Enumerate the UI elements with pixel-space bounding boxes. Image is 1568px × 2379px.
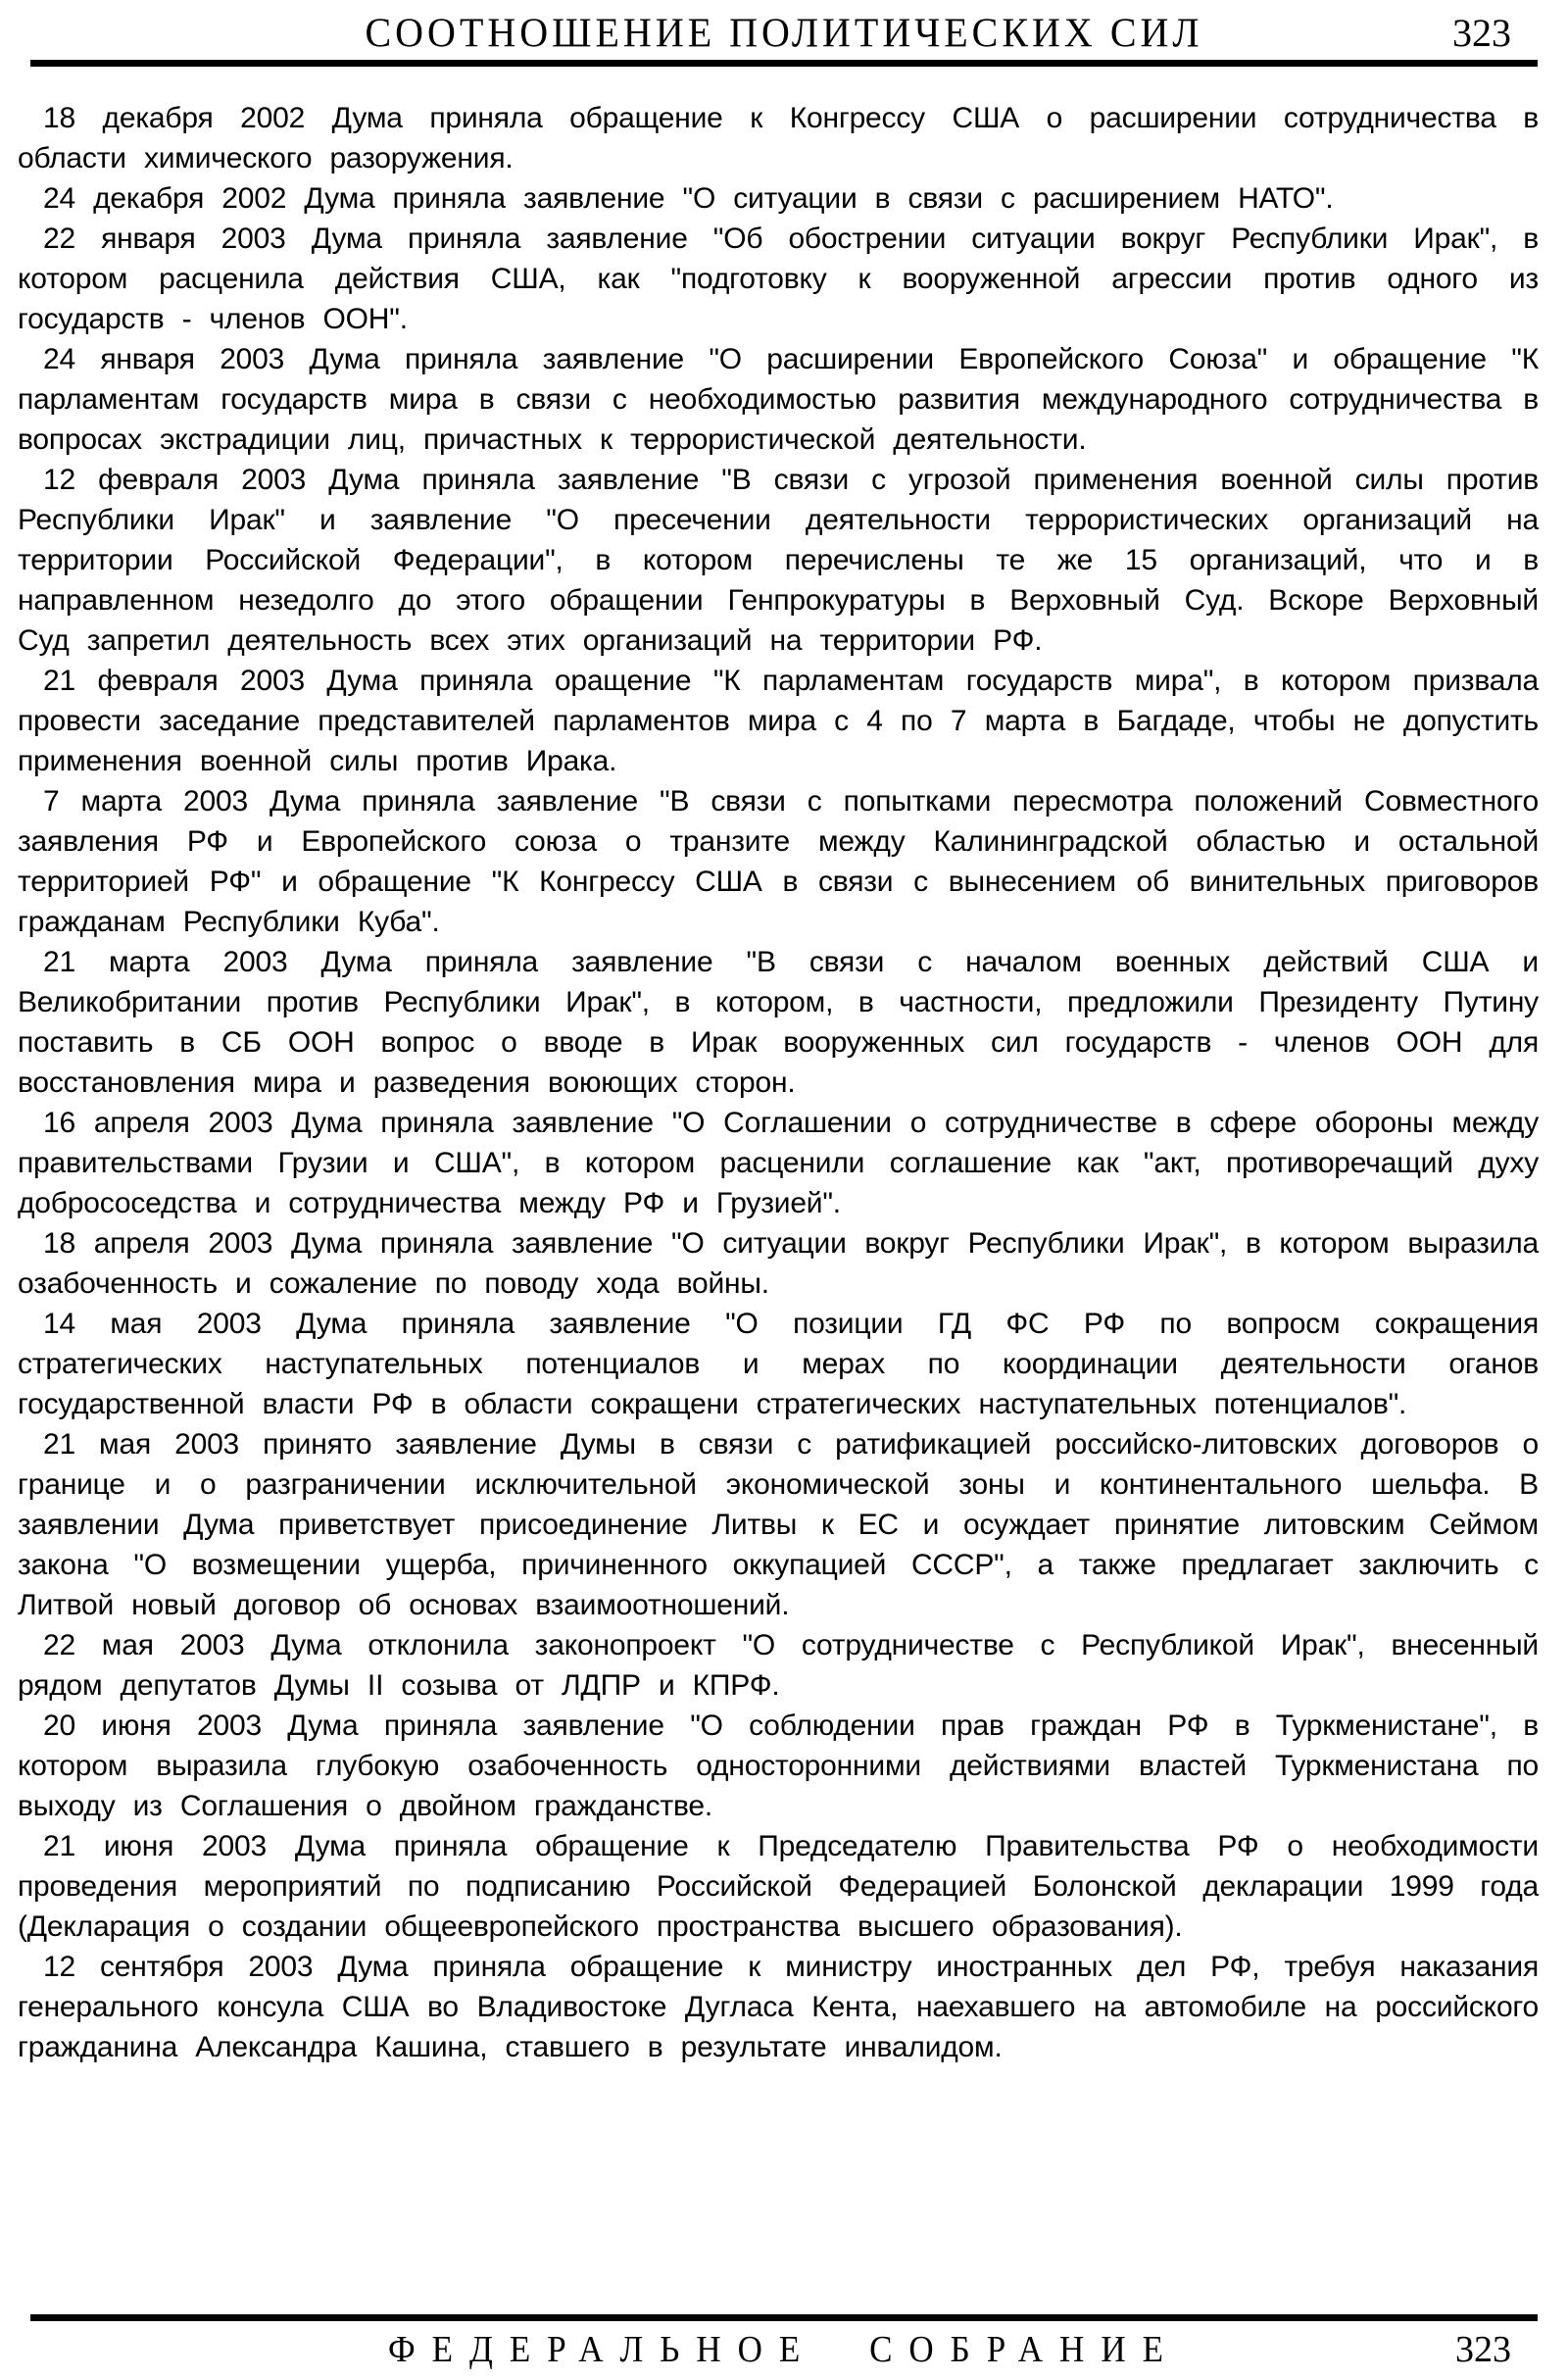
body-paragraph: 21 марта 2003 Дума приняла заявление "В связи с началом военных действий США и Великобритании против Республики Ирак", в котором, в частности, предложили Президенту Путину поставить в СБ ООН вопрос о вводе в Ирак вооруженных сил государств - членов ООН для восстановления мира и разведения воюющих сторон.	[18, 946, 1539, 1099]
body-paragraph: 24 декабря 2002 Дума приняла заявление "О ситуации в связи с расширением НАТО".	[43, 182, 1334, 215]
body-paragraph: 12 сентября 2003 Дума приняла обращение к министру иностранных дел РФ, требуя наказания генерального консула США во Владивостоке Дугласа Кента, наехавшего на автомобиле на российского гражданина Александра Кашина, ставшего в результате инвалидом.	[18, 1951, 1539, 2063]
footer-rule	[30, 2314, 1538, 2321]
body-paragraph: 14 мая 2003 Дума приняла заявление "О позиции ГД ФС РФ по вопросм сокращения стратегических наступательных потенциалов и мерах по координации деятельности оганов государственной власти РФ в области сокращени стратегических наступательных потенциалов".	[18, 1308, 1539, 1420]
footer-page-number: 323	[1455, 2329, 1511, 2370]
body-paragraph: 22 мая 2003 Дума отклонила законопроект "О сотрудничестве с Республикой Ирак", внесенный рядом депутатов Думы II созыва от ЛДПР и КПРФ.	[18, 1629, 1539, 1702]
body-paragraph: 16 апреля 2003 Дума приняла заявление "О Соглашении о сотрудничестве в сфере обороны между правительствами Грузии и США", в котором расценили соглашение как "акт, противоречащий духу добрососедства и сотрудничества между РФ и Грузией".	[18, 1107, 1539, 1219]
body-paragraph: 20 июня 2003 Дума приняла заявление "О соблюдении прав граждан РФ в Туркменистане", в котором выразила глубокую озабоченность односторонними действиями властей Туркменистана по выходу из Соглашения о двойном гражданстве.	[18, 1710, 1539, 1822]
header-title: СООТНОШЕНИЕ ПОЛИТИЧЕСКИХ СИЛ	[365, 9, 1203, 57]
body-paragraph: 24 января 2003 Дума приняла заявление "О расширении Европейского Союза" и обращение "К парламентам государств мира в связи с необходимостью развития международного сотрудничества в вопросах экстрадиции лиц, причастных к террористической деятельности.	[18, 343, 1539, 456]
body-paragraph: 21 мая 2003 принято заявление Думы в связи с ратификацией российско-литовских договоров о границе и о разграничении исключительной экономической зоны и континентального шельфа. В заявлении Дума приветствует присоединение Литвы к ЕС и осуждает принятие литовским Сеймом закона "О возмещении ущерба, причиненного оккупацией СССР", а также предлагает заключить с Литвой новый договор об основах взаимоотношений.	[18, 1428, 1539, 1621]
body-paragraph: 21 февраля 2003 Дума приняла оращение "К парламентам государств мира", в котором призвала провести заседание представителей парламентов мира с 4 по 7 марта в Багдаде, чтобы не допустить применения военной силы против Ирака.	[18, 665, 1539, 777]
body-paragraph: 18 декабря 2002 Дума приняла обращение к Конгрессу США о расширении сотрудничества в области химического разоружения.	[18, 102, 1539, 174]
header-rule	[30, 60, 1538, 67]
body-paragraph: 18 апреля 2003 Дума приняла заявление "О ситуации вокруг Республики Ирак", в котором выразила озабоченность и сожаление по поводу хода войны.	[18, 1227, 1539, 1300]
body-text	[18, 98, 1539, 2067]
body-paragraph: 21 июня 2003 Дума приняла обращение к Председателю Правительства РФ о необходимости проведения мероприятий по подписанию Российской Федерацией Болонской декларации 1999 года (Декларация о создании общеевропейского пространства высшего образования).	[18, 1830, 1539, 1943]
body-paragraph: 7 марта 2003 Дума приняла заявление "В связи с попытками пересмотра положений Совместного заявления РФ и Европейского союза о транзите между Калининградской областью и остальной территорией РФ" и обращение "К Конгрессу США в связи с вынесением об винительных приговоров гражданам Республики Куба".	[18, 785, 1539, 938]
page-footer	[29, 2325, 1539, 2374]
page-header	[29, 8, 1539, 59]
body-paragraph: 22 января 2003 Дума приняла заявление "Об обострении ситуации вокруг Республики Ирак", в котором расценила действия США, как "подготовку к вооруженной агрессии против одного из государств - членов ООН".	[18, 223, 1539, 335]
footer-title: ФЕДЕРАЛЬНОЕ СОБРАНИЕ	[388, 2328, 1180, 2370]
body-paragraph: 12 февраля 2003 Дума приняла заявление "В связи с угрозой применения военной силы против Республики Ирак" и заявление "О пресечении деятельности террористических организаций на территории Российской Федерации", в котором перечислены те же 15 организаций, что и в направленном незедолго до этого обращении Генпрокуратуры в Верховный Суд. Вскоре Верховный Суд запретил деятельность всех этих организаций на территории РФ.	[18, 464, 1539, 657]
header-page-number: 323	[1452, 11, 1511, 55]
